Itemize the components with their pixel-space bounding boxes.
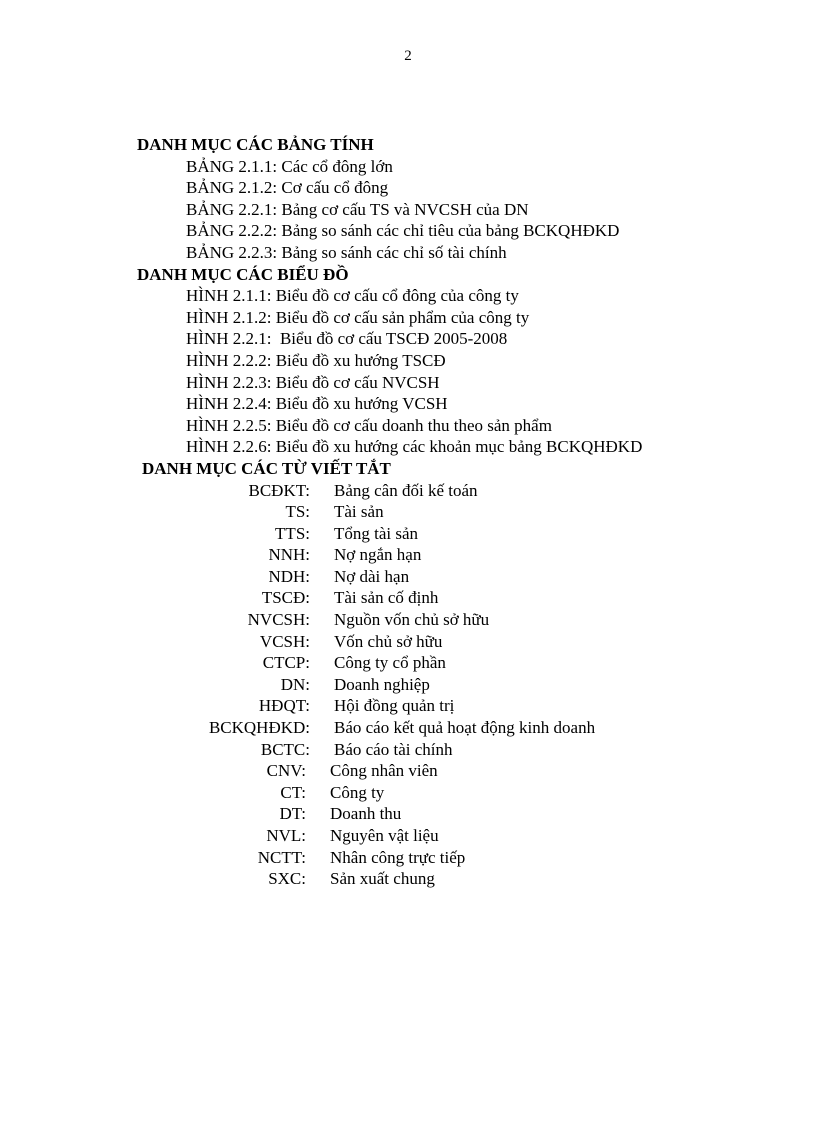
abbreviation-term: BCKQHĐKD: (208, 718, 310, 738)
table-list-item: BẢNG 2.1.2: Cơ cấu cổ đông (186, 178, 389, 198)
chart-list-item: HÌNH 2.1.2: Biểu đồ cơ cấu sản phẩm của công ty (186, 307, 530, 327)
abbreviation-row (0, 566, 816, 588)
chart-list-item: HÌNH 2.2.3: Biểu đồ cơ cấu NVCSH (186, 372, 440, 392)
abbreviations-list (0, 480, 816, 890)
abbreviation-row (0, 523, 816, 545)
abbreviation-row (0, 674, 816, 696)
abbreviation-term: CT: (280, 782, 306, 802)
abbreviation-row (0, 803, 816, 825)
abbreviation-row (0, 501, 816, 523)
abbreviation-meaning: Tài sản cố định (334, 588, 439, 608)
abbreviation-meaning: Nợ dài hạn (334, 566, 410, 586)
abbreviation-row (0, 760, 816, 782)
abbreviation-row (0, 544, 816, 566)
chart-list-item: HÌNH 2.2.4: Biểu đồ xu hướng VCSH (186, 394, 448, 414)
table-list-item: BẢNG 2.1.1: Các cổ đông lớn (186, 156, 393, 176)
abbreviation-term: NVL: (266, 826, 306, 845)
abbreviation-row (0, 587, 816, 609)
abbreviation-meaning: Nguyên vật liệu (330, 826, 439, 845)
abbreviation-term: HĐQT: (258, 696, 310, 716)
abbreviation-term: SXC: (268, 869, 306, 889)
abbreviation-meaning: Nhân công trực tiếp (330, 847, 466, 867)
table-list-item: BẢNG 2.2.1: Bảng cơ cấu TS và NVCSH của DN (186, 199, 529, 219)
abbreviation-meaning: Nợ ngắn hạn (334, 545, 422, 565)
abbreviation-row (0, 782, 816, 804)
charts-list (0, 285, 816, 458)
tables-list (0, 156, 816, 264)
abbreviation-row (0, 652, 816, 674)
abbreviation-meaning: Tổng tài sản (334, 523, 419, 543)
abbreviation-row (0, 480, 816, 502)
abbreviation-meaning: Hội đồng quản trị (334, 696, 455, 716)
chart-list-item: HÌNH 2.2.2: Biểu đồ xu hướng TSCĐ (186, 350, 446, 370)
abbreviation-term: NCTT: (257, 847, 306, 867)
abbreviation-term: NDH: (268, 566, 310, 586)
abbreviation-term: DT: (279, 804, 306, 824)
abbreviation-term: BCĐKT: (248, 480, 310, 500)
chart-list-item: HÌNH 2.2.6: Biểu đồ xu hướng các khoản mục bảng BCKQHĐKD (186, 437, 643, 457)
table-list-item: BẢNG 2.2.2: Bảng so sánh các chỉ tiêu của bảng BCKQHĐKD (186, 221, 620, 241)
abbreviation-row (0, 868, 816, 890)
chart-list-item: HÌNH 2.2.5: Biểu đồ cơ cấu doanh thu theo sản phẩm (186, 415, 552, 435)
abbreviation-meaning: Doanh nghiệp (334, 674, 430, 694)
charts-section-title: DANH MỤC CÁC BIỂU ĐỒ (137, 264, 349, 284)
abbreviation-row (0, 825, 816, 847)
abbreviation-term: NVCSH: (247, 610, 310, 630)
abbreviation-meaning: Sản xuất chung (330, 869, 435, 889)
abbreviation-row (0, 847, 816, 869)
abbreviation-term: CNV: (266, 761, 306, 781)
abbreviation-meaning: Công ty cổ phần (334, 653, 446, 673)
abbreviation-term: VCSH: (259, 631, 310, 651)
abbreviation-row (0, 695, 816, 717)
abbreviation-term: BCTC: (260, 739, 310, 759)
abbreviation-meaning: Công ty (330, 782, 385, 802)
tables-section-title: DANH MỤC CÁC BẢNG TÍNH (137, 135, 374, 154)
document-body (0, 134, 816, 890)
abbreviation-term: TTS: (275, 523, 310, 543)
abbreviation-meaning: Tài sản (334, 502, 384, 522)
abbreviation-row (0, 717, 816, 739)
abbreviation-row (0, 739, 816, 761)
abbreviation-meaning: Công nhân viên (330, 761, 438, 781)
abbreviation-term: CTCP: (262, 653, 310, 673)
abbreviation-meaning: Vốn chủ sở hữu (334, 631, 443, 651)
abbreviation-row (0, 631, 816, 653)
chart-list-item: HÌNH 2.1.1: Biểu đồ cơ cấu cổ đông của công ty (186, 286, 519, 306)
abbreviations-section-title: DANH MỤC CÁC TỪ VIẾT TẮT (142, 458, 391, 478)
page-number: 2 (404, 48, 412, 64)
abbreviation-term: TS: (285, 502, 310, 522)
table-list-item: BẢNG 2.2.3: Bảng so sánh các chỉ số tài chính (186, 242, 507, 262)
abbreviation-meaning: Báo cáo kết quả hoạt động kinh doanh (334, 718, 596, 738)
abbreviation-row (0, 609, 816, 631)
chart-list-item: HÌNH 2.2.1: Biểu đồ cơ cấu TSCĐ 2005-2008 (186, 329, 508, 349)
abbreviation-term: TSCĐ: (261, 588, 310, 608)
abbreviation-term: DN: (280, 674, 310, 694)
abbreviation-term: NNH: (268, 545, 310, 565)
abbreviation-meaning: Nguồn vốn chủ sở hữu (334, 610, 490, 630)
abbreviation-meaning: Bảng cân đối kế toán (334, 480, 478, 500)
abbreviation-meaning: Báo cáo tài chính (334, 739, 453, 759)
abbreviation-meaning: Doanh thu (330, 804, 402, 824)
